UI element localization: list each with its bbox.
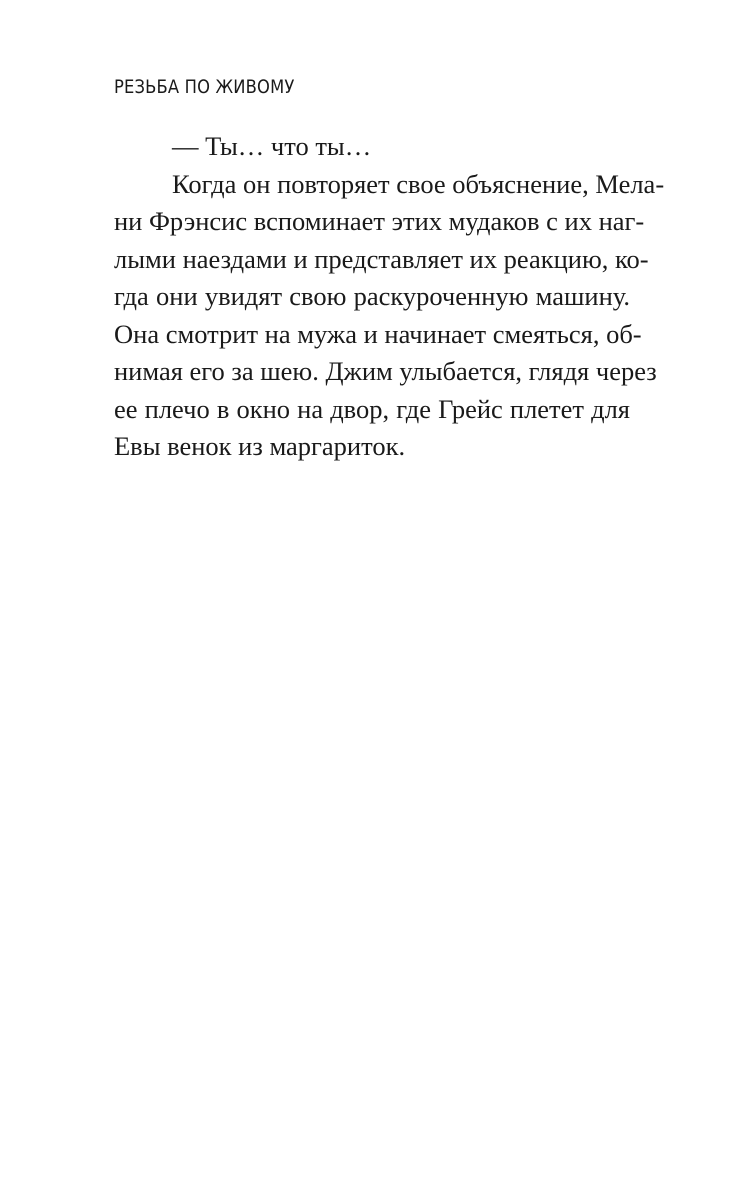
paragraph-line: лыми наездами и представляет их реакцию, ко- — [114, 243, 649, 274]
body-text — [114, 128, 665, 466]
paragraph-line: Когда он повторяет свое объяснение, Мела- — [172, 168, 665, 199]
paragraph-line: Она смотрит на мужа и начинает смеяться, об- — [114, 318, 642, 349]
paragraph-line: гда они увидят свою раскуроченную машину. — [114, 281, 630, 311]
paragraph-line: нимая его за шею. Джим улыбается, глядя через — [114, 356, 657, 386]
dialogue-line: — Ты… что ты… — [172, 131, 372, 161]
running-head: РЕЗЬБА ПО ЖИВОМУ — [114, 76, 295, 98]
paragraph-last-line: Евы венок из маргариток. — [114, 431, 406, 461]
paragraph-line: ни Фрэнсис вспоминает этих мудаков с их наг- — [114, 206, 645, 236]
paragraph-line: ее плечо в окно на двор, где Грейс плетет для — [114, 393, 630, 424]
